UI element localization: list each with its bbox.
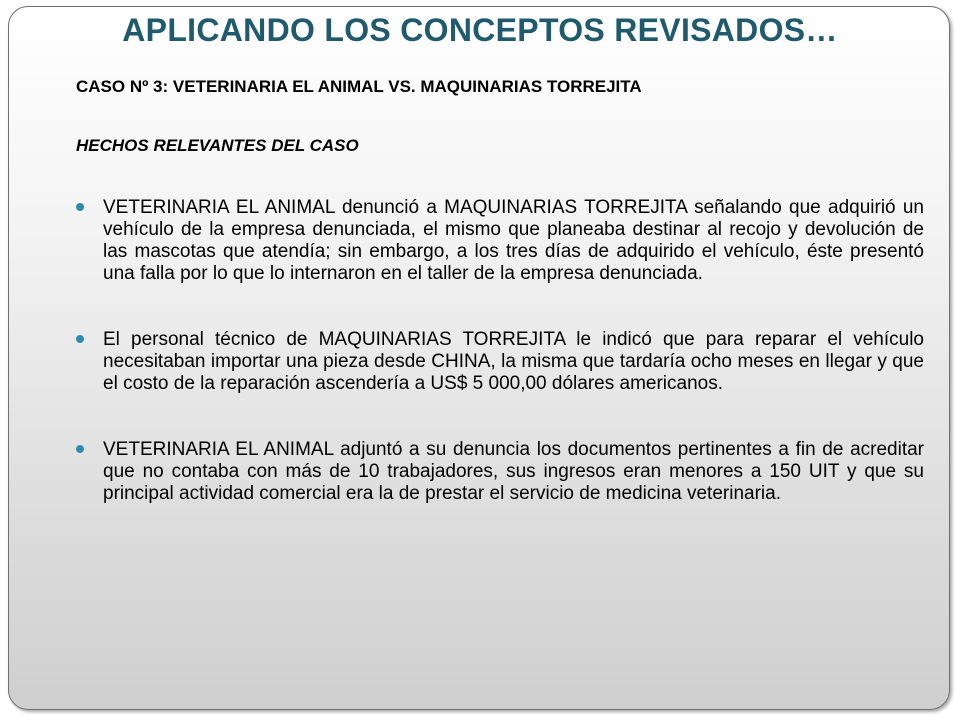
facts-list <box>76 197 924 505</box>
bullet-icon <box>76 203 84 211</box>
fact-item <box>76 197 924 285</box>
fact-text: El personal técnico de MAQUINARIAS TORREJITA le indicó que para reparar el vehículo necesitaban importar una pieza desde CHINA, la misma que tardaría ocho meses en llegar y que el costo de la reparación ascendería a US$ 5 000,00 dólares americanos. <box>103 329 924 394</box>
case-title: CASO Nº 3: VETERINARIA EL ANIMAL VS. MAQUINARIAS TORREJITA <box>76 77 642 96</box>
bullet-icon <box>76 445 84 453</box>
facts-heading: HECHOS RELEVANTES DEL CASO <box>76 136 359 155</box>
fact-item <box>76 439 924 505</box>
fact-item <box>76 329 924 395</box>
fact-text: VETERINARIA EL ANIMAL denunció a MAQUINARIAS TORREJITA señalando que adquirió un vehículo de la empresa denunciada, el mismo que planeaba destinar al recojo y devolución de las mascotas que atendía; sin embargo, a los tres días de adquirido el vehículo, éste presentó una falla por lo que lo internaron en el taller de la empresa denunciada. <box>103 197 924 284</box>
bullet-icon <box>76 335 84 343</box>
slide-content <box>76 76 924 505</box>
slide-title: APLICANDO LOS CONCEPTOS REVISADOS… <box>122 12 838 48</box>
fact-text: VETERINARIA EL ANIMAL adjuntó a su denuncia los documentos pertinentes a fin de acreditar que no contaba con más de 10 trabajadores, sus ingresos eran menores a 150 UIT y que su principal actividad comercial era la de prestar el servicio de medicina veterinaria. <box>103 439 924 504</box>
